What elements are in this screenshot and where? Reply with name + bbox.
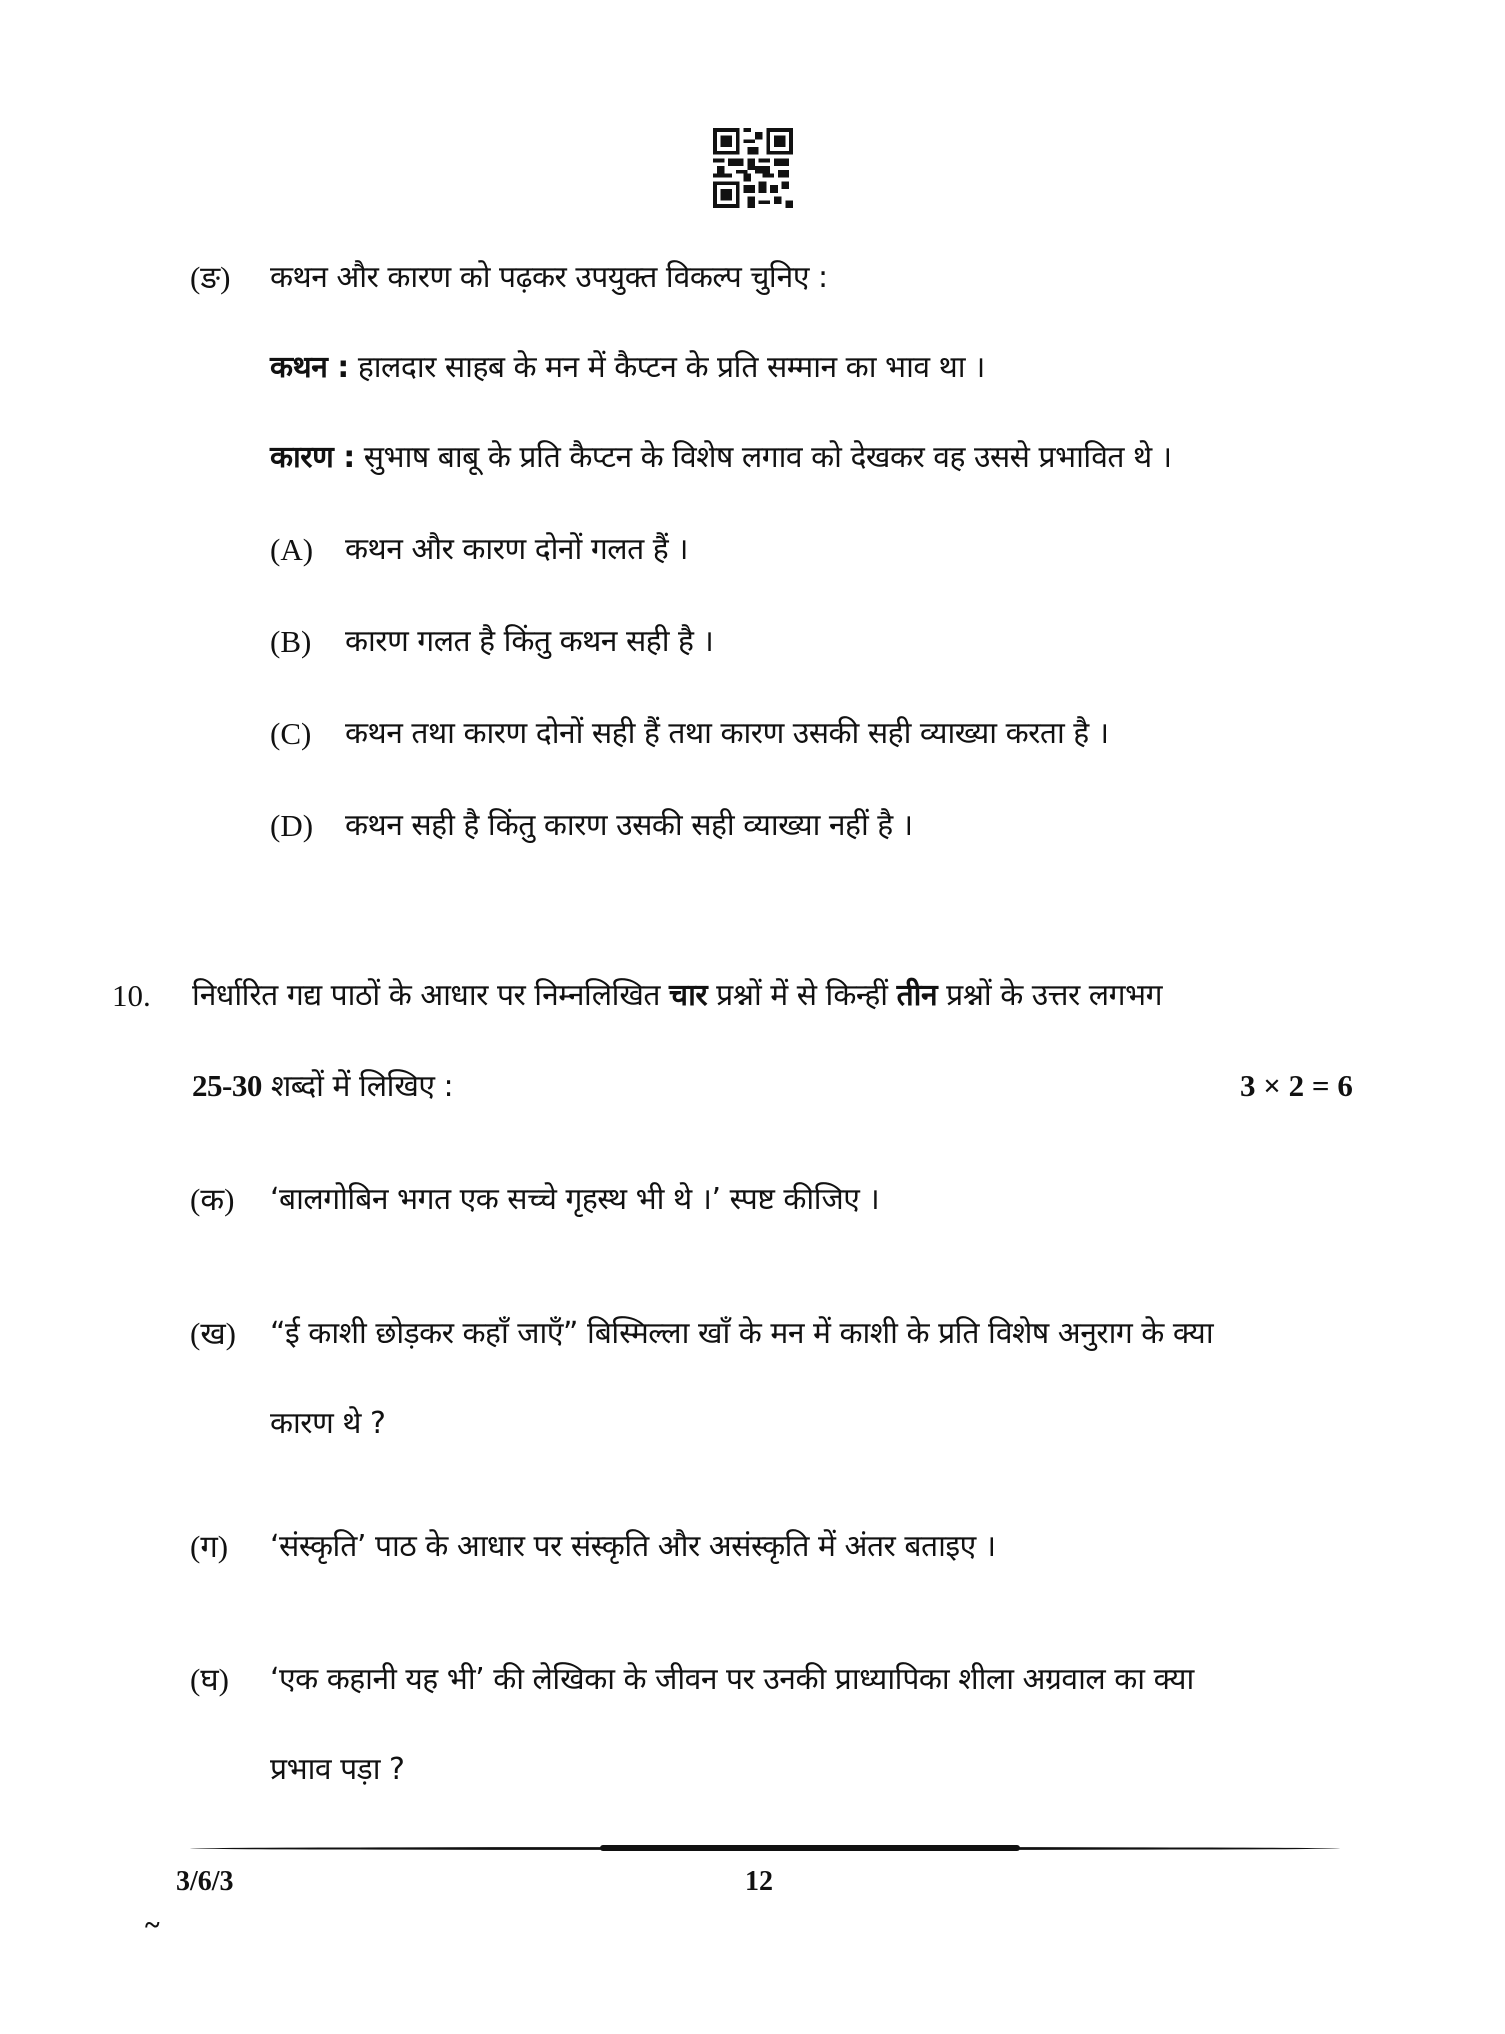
- instruction-emphasis: चार: [669, 978, 708, 1013]
- subquestion-label: (ख): [190, 1316, 237, 1351]
- question-instruction-line2: [192, 1066, 453, 1107]
- assertion-text: हालदार साहब के मन में कैप्टन के प्रति सम्मान का भाव था ।: [348, 350, 985, 385]
- instruction-text: प्रश्नों में से किन्हीं: [707, 978, 897, 1013]
- subquestion-label: (ङ): [190, 260, 231, 295]
- instruction-text: प्रश्नों के उत्तर लगभग: [937, 978, 1162, 1013]
- option-label: (D): [270, 808, 314, 843]
- question-prompt: कथन और कारण को पढ़कर उपयुक्त विकल्प चुनिए :: [270, 260, 828, 295]
- subquestion-text: “ई काशी छोड़कर कहाँ जाएँ” बिस्मिल्ला खाँ के मन में काशी के प्रति विशेष अनुराग के क्या: [270, 1316, 1214, 1351]
- instruction-emphasis: तीन: [896, 978, 938, 1013]
- subquestion-label: (ग): [190, 1529, 229, 1564]
- subquestion-text: ‘एक कहानी यह भी’ की लेखिका के जीवन पर उनकी प्राध्यापिका शीला अग्रवाल का क्या: [270, 1662, 1194, 1697]
- option-label: (A): [270, 532, 314, 567]
- paper-code: 3/6/3: [176, 1866, 234, 1897]
- option-label: (C): [270, 716, 312, 751]
- reason-text: सुभाष बाबू के प्रति कैप्टन के विशेष लगाव को देखकर वह उससे प्रभावित थे ।: [354, 440, 1172, 475]
- option-text: कथन सही है किंतु कारण उसकी सही व्याख्या नहीं है ।: [345, 808, 913, 843]
- marks-allocation: 3 × 2 = 6: [1240, 1068, 1353, 1103]
- question-instruction: [192, 976, 1162, 1016]
- reason-label: कारण :: [270, 440, 355, 475]
- option-text: कथन और कारण दोनों गलत हैं ।: [345, 532, 689, 567]
- page-number: 12: [745, 1866, 773, 1897]
- footer-divider-thick: [600, 1845, 1020, 1851]
- subquestion-label: (घ): [190, 1662, 229, 1697]
- option-text: कारण गलत है किंतु कथन सही है ।: [345, 624, 714, 659]
- subquestion-text-continued: प्रभाव पड़ा ?: [270, 1752, 405, 1787]
- question-number: 10.: [112, 978, 151, 1013]
- reason-statement: [270, 438, 1172, 478]
- instruction-text: निर्धारित गद्य पाठों के आधार पर निम्नलिखित: [192, 978, 670, 1013]
- instruction-text: शब्दों में लिखिए :: [261, 1069, 454, 1104]
- qr-code: [713, 127, 793, 209]
- word-limit: 25-30: [192, 1068, 262, 1103]
- assertion-statement: [270, 348, 985, 388]
- option-label: (B): [270, 624, 312, 659]
- subquestion-label: (क): [190, 1182, 235, 1217]
- footer-mark: ~: [145, 1910, 160, 1941]
- subquestion-text: ‘बालगोबिन भगत एक सच्चे गृहस्थ भी थे ।’ स्पष्ट कीजिए ।: [270, 1182, 880, 1217]
- subquestion-text: ‘संस्कृति’ पाठ के आधार पर संस्कृति और असंस्कृति में अंतर बताइए ।: [270, 1529, 996, 1564]
- assertion-label: कथन :: [270, 350, 349, 385]
- option-text: कथन तथा कारण दोनों सही हैं तथा कारण उसकी सही व्याख्या करता है ।: [345, 716, 1109, 751]
- subquestion-text-continued: कारण थे ?: [270, 1406, 386, 1441]
